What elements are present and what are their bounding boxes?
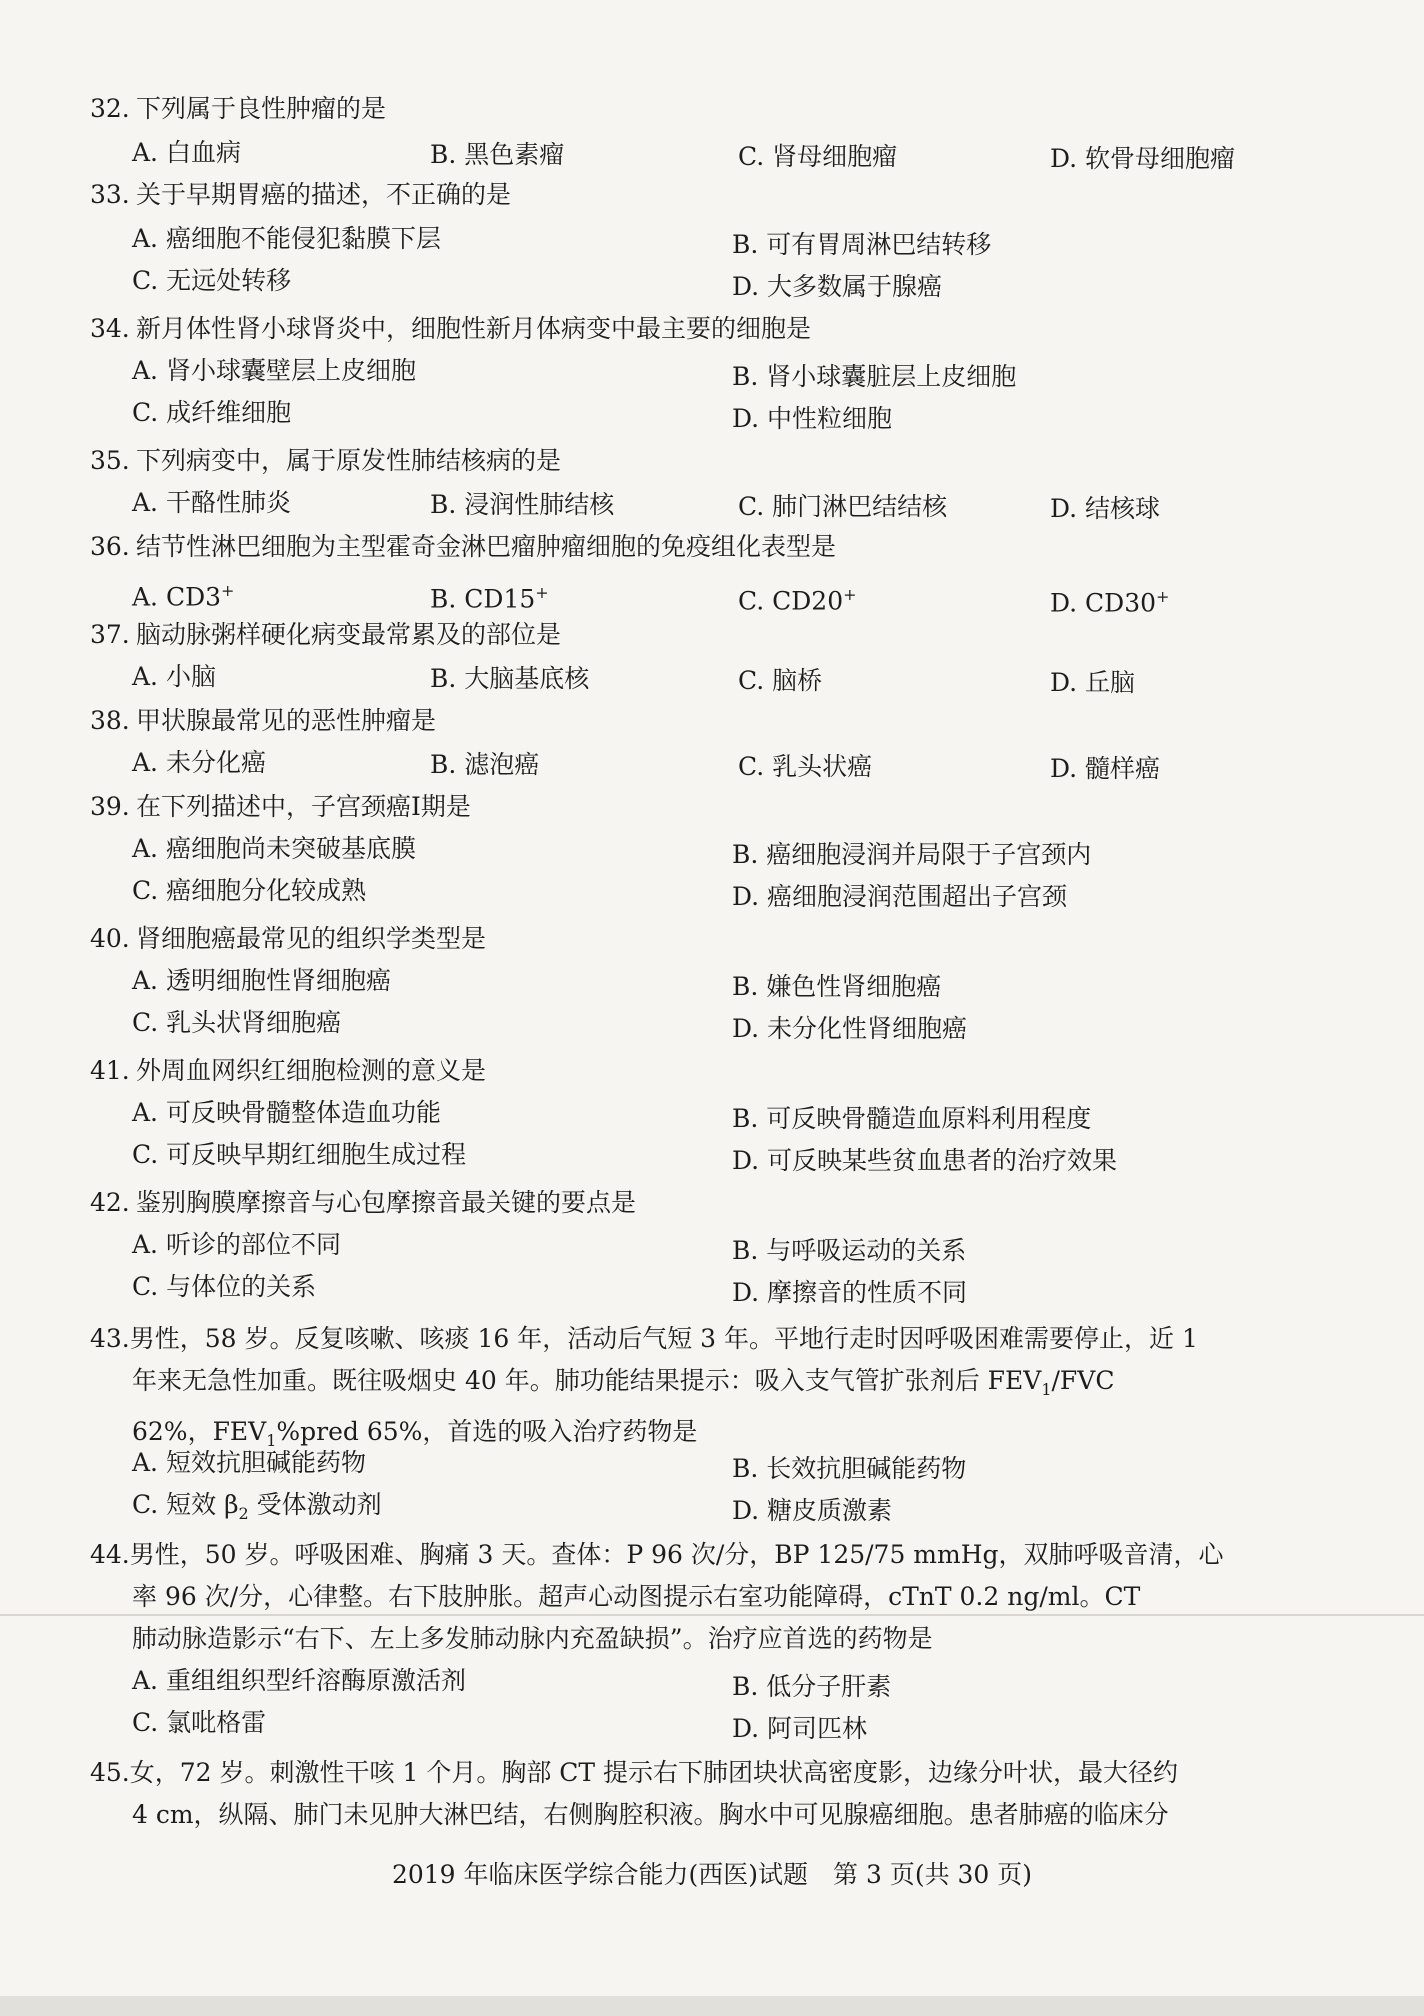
stem-text: /FVC	[1051, 1366, 1115, 1395]
option-d: D. 结核球	[1050, 494, 1161, 523]
option-a: A. 肾小球囊壁层上皮细胞	[132, 356, 416, 385]
superscript-plus: +	[535, 583, 549, 602]
option-text: A. CD3	[132, 582, 222, 612]
option-a: A. 未分化癌	[132, 748, 266, 777]
stem-text: 率 96 次/分，心律整。右下肢肿胀。超声心动图提示右室功能障碍，cTnT 0.2 ng/ml。CT	[132, 1582, 1141, 1611]
question-36	[90, 530, 1290, 564]
option-b: B. 低分子肝素	[732, 1672, 892, 1701]
question-38	[90, 704, 1290, 738]
question-number: 37.	[90, 620, 130, 649]
stem-line-2	[90, 1360, 1290, 1411]
option-a: A. 白血病	[132, 138, 241, 167]
superscript-plus: +	[1156, 587, 1170, 606]
question-stem: 结节性淋巴细胞为主型霍奇金淋巴瘤肿瘤细胞的免疫组化表型是	[136, 532, 837, 561]
option-a: A. 癌细胞不能侵犯黏膜下层	[132, 224, 441, 253]
page-footer: 2019 年临床医学综合能力(西医)试题 第 3 页(共 30 页)	[391, 1860, 1033, 1889]
option-b	[430, 576, 549, 616]
stem-line-1	[90, 1534, 1290, 1576]
question-number: 34.	[90, 314, 130, 343]
option-d: D. 髓样癌	[1050, 754, 1161, 783]
option-d	[1050, 580, 1169, 620]
question-stem: 外周血网织红细胞检测的意义是	[136, 1056, 487, 1085]
question-39	[90, 790, 1290, 824]
option-a: A. 重组组织型纤溶酶原激活剂	[132, 1666, 466, 1695]
option-c: C. 成纤维细胞	[132, 398, 292, 427]
question-45	[90, 1752, 1290, 1836]
superscript-plus: +	[843, 585, 857, 604]
stem-text: 肺动脉造影示“右下、左上多发肺动脉内充盈缺损”。治疗应首选的药物是	[132, 1624, 933, 1653]
stem-text: 62%，FEV	[132, 1417, 267, 1446]
question-stem: 在下列描述中，子宫颈癌Ⅰ期是	[136, 792, 471, 821]
option-c: C. 乳头状癌	[738, 752, 873, 781]
stem-line-2	[90, 1576, 1290, 1618]
option-d: D. 丘脑	[1050, 668, 1136, 697]
option-b: B. 大脑基底核	[430, 664, 590, 693]
question-stem: 关于早期胃癌的描述，不正确的是	[136, 180, 512, 209]
option-c: C. 可反映早期红细胞生成过程	[132, 1140, 467, 1169]
question-34	[90, 312, 1290, 346]
question-number: 44.	[90, 1540, 130, 1569]
option-b: B. 长效抗胆碱能药物	[732, 1454, 967, 1483]
option-text: B. CD15	[430, 584, 536, 614]
question-number: 38.	[90, 706, 130, 735]
stem-text: 男性，50 岁。呼吸困难、胸痛 3 天。查体：P 96 次/分，BP 125/75 mmHg，双肺呼吸音清，心	[129, 1540, 1224, 1569]
option-c: C. 肾母细胞瘤	[738, 142, 898, 171]
option-d: D. 癌细胞浸润范围超出子宫颈	[732, 882, 1068, 911]
option-c	[738, 578, 857, 618]
option-b: B. 与呼吸运动的关系	[732, 1236, 967, 1265]
question-number: 43.	[90, 1324, 130, 1353]
option-c: C. 乳头状肾细胞癌	[132, 1008, 342, 1037]
question-44	[90, 1534, 1290, 1660]
stem-line-1	[90, 1318, 1290, 1360]
stem-text: 4 cm，纵隔、肺门未见肿大淋巴结，右侧胸腔积液。胸水中可见腺癌细胞。患者肺癌的临床分	[132, 1800, 1169, 1829]
question-stem: 肾细胞癌最常见的组织学类型是	[136, 924, 487, 953]
option-c: C. 无远处转移	[132, 266, 292, 295]
option-b: B. 肾小球囊脏层上皮细胞	[732, 362, 1017, 391]
question-number: 45.	[90, 1758, 130, 1787]
question-number: 36.	[90, 532, 130, 561]
option-c: C. 肺门淋巴结结核	[738, 492, 948, 521]
option-text: D. CD30	[1050, 588, 1157, 618]
option-a: A. 干酪性肺炎	[132, 488, 291, 517]
scan-bottom-edge	[0, 1996, 1424, 2016]
option-a: A. 小脑	[132, 662, 216, 691]
question-stem: 甲状腺最常见的恶性肿瘤是	[136, 706, 437, 735]
option-a: A. 听诊的部位不同	[132, 1230, 341, 1259]
question-number: 41.	[90, 1056, 130, 1085]
option-d: D. 可反映某些贫血患者的治疗效果	[732, 1146, 1118, 1175]
question-number: 42.	[90, 1188, 130, 1217]
option-a	[132, 574, 234, 614]
option-d: D. 软骨母细胞瘤	[1050, 144, 1236, 173]
option-a: A. 短效抗胆碱能药物	[132, 1448, 366, 1477]
superscript-plus: +	[221, 581, 235, 600]
option-d: D. 中性粒细胞	[732, 404, 893, 433]
option-c: C. 与体位的关系	[132, 1272, 317, 1301]
stem-line-2	[90, 1794, 1290, 1836]
stem-text: 男性，58 岁。反复咳嗽、咳痰 16 年，活动后气短 3 年。平地行走时因呼吸困难需要停止，近 1	[129, 1324, 1198, 1353]
question-number: 40.	[90, 924, 130, 953]
question-42	[90, 1186, 1290, 1220]
question-stem: 下列病变中，属于原发性肺结核病的是	[136, 446, 562, 475]
option-b: B. 癌细胞浸润并局限于子宫颈内	[732, 840, 1092, 869]
stem-line-1	[90, 1752, 1290, 1794]
subscript-1: 1	[1041, 1380, 1052, 1399]
option-b: B. 嫌色性肾细胞癌	[732, 972, 942, 1001]
stem-text: 女，72 岁。刺激性干咳 1 个月。胸部 CT 提示右下肺团块状高密度影，边缘分叶状，最大径约	[129, 1758, 1179, 1787]
subscript-1: 1	[266, 1431, 277, 1450]
option-a: A. 透明细胞性肾细胞癌	[132, 966, 391, 995]
option-a: A. 癌细胞尚未突破基底膜	[132, 834, 416, 863]
option-d: D. 大多数属于腺癌	[732, 272, 943, 301]
question-32	[90, 92, 1290, 126]
question-stem: 新月体性肾小球肾炎中，细胞性新月体病变中最主要的细胞是	[136, 314, 812, 343]
question-number: 32.	[90, 94, 130, 123]
option-d: D. 糖皮质激素	[732, 1496, 893, 1525]
question-stem: 鉴别胸膜摩擦音与心包摩擦音最关键的要点是	[136, 1188, 637, 1217]
question-43	[90, 1318, 1290, 1462]
question-41	[90, 1054, 1290, 1088]
option-c: C. 脑桥	[738, 666, 823, 695]
option-text: 受体激动剂	[256, 1490, 382, 1519]
question-37	[90, 618, 1290, 652]
question-35	[90, 444, 1290, 478]
question-number: 35.	[90, 446, 130, 475]
option-c: C. 癌细胞分化较成熟	[132, 876, 367, 905]
question-33	[90, 178, 1290, 212]
option-c	[132, 1488, 382, 1531]
subscript-2: 2	[238, 1504, 249, 1523]
question-stem: 下列属于良性肿瘤的是	[136, 94, 387, 123]
question-number: 39.	[90, 792, 130, 821]
option-b: B. 浸润性肺结核	[430, 490, 615, 519]
option-b: B. 可反映骨髓造血原料利用程度	[732, 1104, 1092, 1133]
option-d: D. 未分化性肾细胞癌	[732, 1014, 968, 1043]
stem-line-3	[90, 1618, 1290, 1660]
option-d: D. 阿司匹林	[732, 1714, 868, 1743]
option-text: C. 短效 β	[132, 1490, 239, 1519]
option-a: A. 可反映骨髓整体造血功能	[132, 1098, 441, 1127]
option-d: D. 摩擦音的性质不同	[732, 1278, 968, 1307]
option-c: C. 氯吡格雷	[132, 1708, 267, 1737]
option-b: B. 黑色素瘤	[430, 140, 565, 169]
question-number: 33.	[90, 180, 130, 209]
question-40	[90, 922, 1290, 956]
option-text: C. CD20	[738, 586, 844, 616]
stem-text: %pred 65%，首选的吸入治疗药物是	[276, 1417, 698, 1446]
option-b: B. 可有胃周淋巴结转移	[732, 230, 992, 259]
option-b: B. 滤泡癌	[430, 750, 540, 779]
stem-text: 年来无急性加重。既往吸烟史 40 年。肺功能结果提示：吸入支气管扩张剂后 FEV	[132, 1366, 1042, 1395]
question-stem: 脑动脉粥样硬化病变最常累及的部位是	[136, 620, 562, 649]
scan-fold-line	[0, 1614, 1424, 1616]
